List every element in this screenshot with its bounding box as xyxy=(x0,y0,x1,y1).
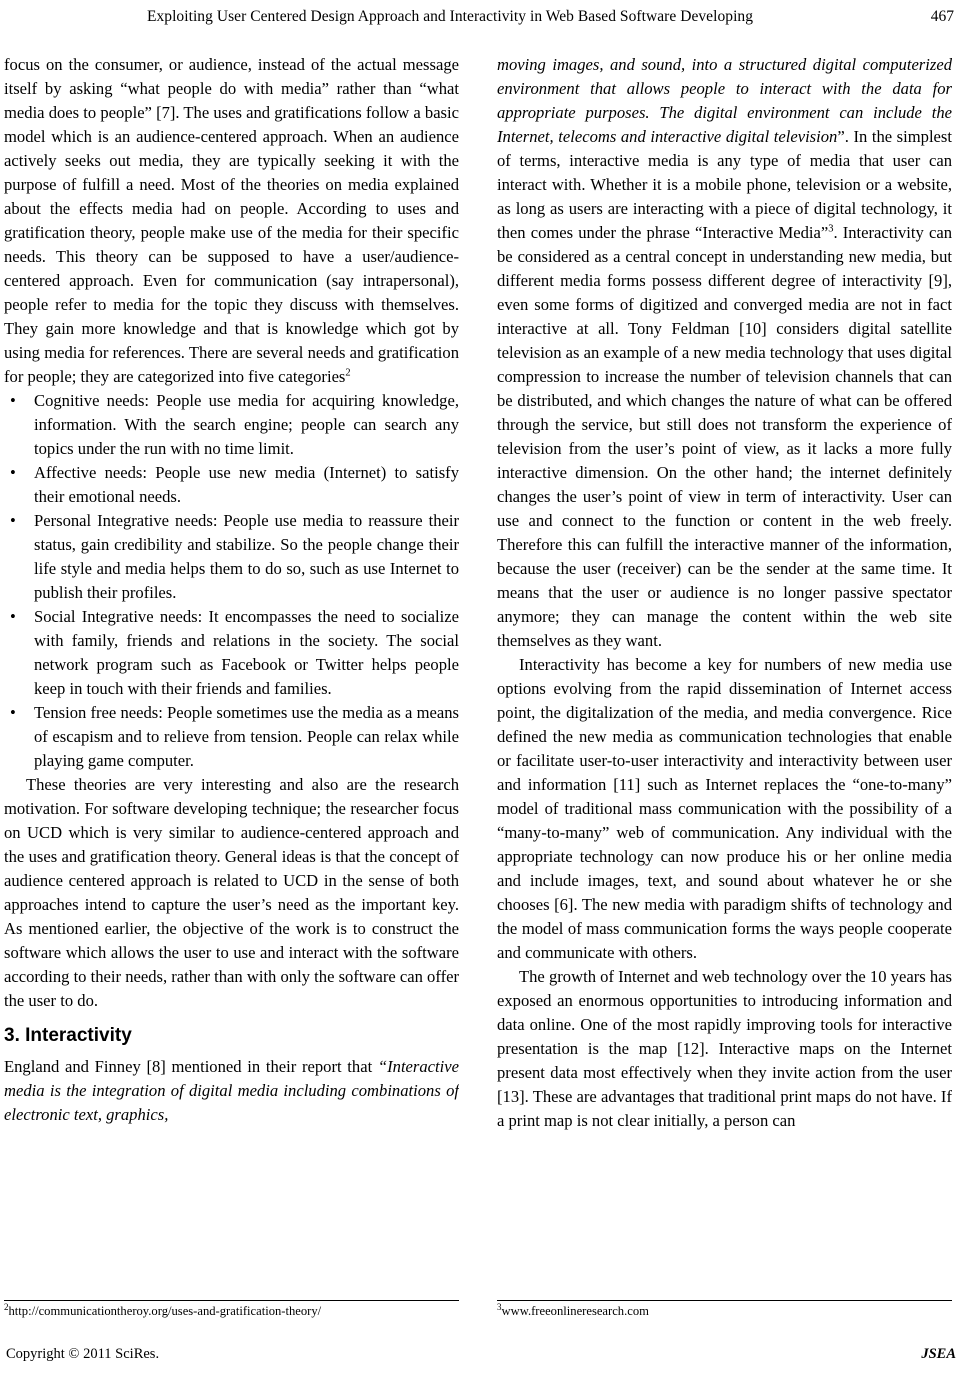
footnote-left-url[interactable]: http://communicationtheroy.org/uses-and-gratification-theory/ xyxy=(8,1304,322,1318)
list-item-text: Tension free needs: People sometimes use the media as a means of escapism and to relieve from tension. People can relax while playing game computer. xyxy=(34,703,459,770)
page-number: 467 xyxy=(930,8,954,25)
footnote-right-text xyxy=(497,1303,952,1319)
footnote-right-marker: 3 xyxy=(497,1301,502,1312)
footnote-left xyxy=(4,1300,459,1319)
list-item xyxy=(4,461,459,509)
left-paragraph-3 xyxy=(4,1055,459,1127)
list-item xyxy=(4,389,459,461)
bullet-icon: • xyxy=(10,703,16,722)
list-item xyxy=(4,509,459,605)
footnote-left-text xyxy=(4,1303,459,1319)
bullet-icon: • xyxy=(10,511,16,530)
body-columns xyxy=(0,53,968,1298)
left-paragraph-2: These theories are very interesting and also are the research motivation. For software developing technique; the researcher focus on UCD which is very similar to audience-centered approach and the uses and gratification theory. General ideas is that the concept of audience centered approach is related to UCD in the sense of both approaches intend to capture the user’s need as the important key. As mentioned earlier, the objective of the work is to construct the software which allows the user to use and interact with the software according to their needs, rather than with only the software can offer the user to do. xyxy=(4,775,459,1010)
footnotes-area xyxy=(0,1300,968,1340)
right-paragraph-3: The growth of Internet and web technology over the 10 years has exposed an enormous opportunities to introducing information and data online. One of the most rapidly improving tools for interactive presentation is the map [12]. Interactive maps on the Internet present data most effectively when they invite action from the user [13]. These are advantages that traditional print maps do not have. If a print map is not clear initially, a person can xyxy=(497,967,952,1130)
right-column xyxy=(497,53,952,1298)
footnote-left-marker: 2 xyxy=(4,1301,9,1312)
left-paragraph-1-text: focus on the consumer, or audience, instead of the actual message itself by asking “what people do with media” rather than “what media does to people” [7]. The uses and gratifications follow a basic model which is an audience-centered approach. When an audience actively seeks out media, they are typically seeking it with the purpose of fulfill a need. Most of the theories on media explained about the effects media had on people. According to uses and gratification theory, people make use of the media for their specific needs. This theory can be supposed to have a user/audience-centered approach. Even for communication (say intrapersonal), people refer to media for the topic they discuss with themselves. They gain more knowledge and that is knowledge which got by using media for references. There are several needs and gratification for people; they are categorized into five categories xyxy=(4,55,459,386)
journal-abbreviation: JSEA xyxy=(921,1346,956,1362)
right-paragraph-2: Interactivity has become a key for numbers of new media use options evolving from the rapid dissemination of Internet access point, the digitalization of the media, and media convergence. Rice defined the new media as communication technologies that enable or facilitate user-to-user interactivity and interactivity between user and information [11] such as Internet replaces the “one-to-many” model of traditional mass communication with the possibility of a “many-to-many” web of communication. Any individual with the appropriate technology can now produce his or her online media and include images, text, and sound about whatever he or she chooses [6]. The new media with paradigm shifts of technology and the model of mass communication forms the ways people cooperate and communicate with others. xyxy=(497,655,952,962)
footnote-rule xyxy=(4,1300,459,1301)
footnote-right xyxy=(497,1300,952,1319)
bullet-icon: • xyxy=(10,607,16,626)
left-column xyxy=(4,53,459,1298)
right-paragraph-1-quote: moving images, and sound, into a structured digital computerized environment that allows people to interact with the data for appropriate purposes. The digital environment can include the Internet, telecoms and interactive digital television xyxy=(497,55,952,146)
left-paragraph-1 xyxy=(4,53,459,389)
footnote-rule xyxy=(497,1300,952,1301)
footnote-marker-2: 2 xyxy=(345,367,351,379)
right-paragraph-1-tail: . Interactivity can be considered as a central concept in understanding new media, but different media forms possess different degree of interactivity [9], even some forms of digitized and converged media are not in fact interactive at all. Tony Feldman [10] considers digital satellite television as an example of a new media technology that uses digital compression to increase the number of television channels that can be distributed, and which changes the nature of what can be offered through the service, but still does not transform the experience of television from the user’s point of view, as it lacks a more fully interactive dimension. On the other hand; the internet definitely changes the user’s point of view in term of interactivity. User can use and connect to the function or content in the web freely. Therefore this can fulfill the interactive manner of the information, because the user (receiver) can be the sender at the same time. It means that the user or audience is no longer passive spectator anymore; they can manage the content within the web site themselves as they want. xyxy=(497,223,952,650)
footnote-right-url[interactable]: www.freeonlineresearch.com xyxy=(501,1304,649,1318)
left-paragraph-3-lead: England and Finney [8] mentioned in their report that xyxy=(4,1057,378,1076)
running-head xyxy=(0,8,968,34)
right-paragraph-1 xyxy=(497,53,952,653)
list-item-text: Personal Integrative needs: People use media to reassure their status, gain credibility and stabilize. So the people change their life style and media helps them to do so, such as use Internet to publish their profiles. xyxy=(34,511,459,602)
needs-bullet-list xyxy=(4,389,459,773)
left-paragraph-3-quote: “Interactive media is the integration of digital media including combinations of electronic text, graphics, xyxy=(4,1057,459,1124)
list-item xyxy=(4,701,459,773)
bullet-icon: • xyxy=(10,391,16,410)
list-item-text: Cognitive needs: People use media for acquiring knowledge, information. With the search engine; people can search any topics under the run with no time limit. xyxy=(34,391,459,458)
list-item-text: Social Integrative needs: It encompasses the need to socialize with family, friends and relations in the society. The social network program such as Facebook or Twitter helps people keep in touch with their friends and families. xyxy=(34,607,459,698)
copyright-notice: Copyright © 2011 SciRes. xyxy=(6,1346,160,1362)
page-footer xyxy=(0,1346,968,1368)
footnote-marker-3: 3 xyxy=(828,223,834,235)
right-paragraph-1-rest: ”. In the simplest of terms, interactive media is any type of media that user can interact with. Whether it is a mobile phone, television or a website, as long as users are interacting with a piece of digital technology, it then comes under the phrase “Interactive Media” xyxy=(497,127,952,242)
running-head-title: Exploiting User Centered Design Approach and Interactivity in Web Based Software Developing xyxy=(146,8,754,25)
list-item xyxy=(4,605,459,701)
list-item-text: Affective needs: People use new media (Internet) to satisfy their emotional needs. xyxy=(34,463,459,506)
bullet-icon: • xyxy=(10,463,16,482)
section-heading-interactivity: 3. Interactivity xyxy=(4,1025,132,1046)
